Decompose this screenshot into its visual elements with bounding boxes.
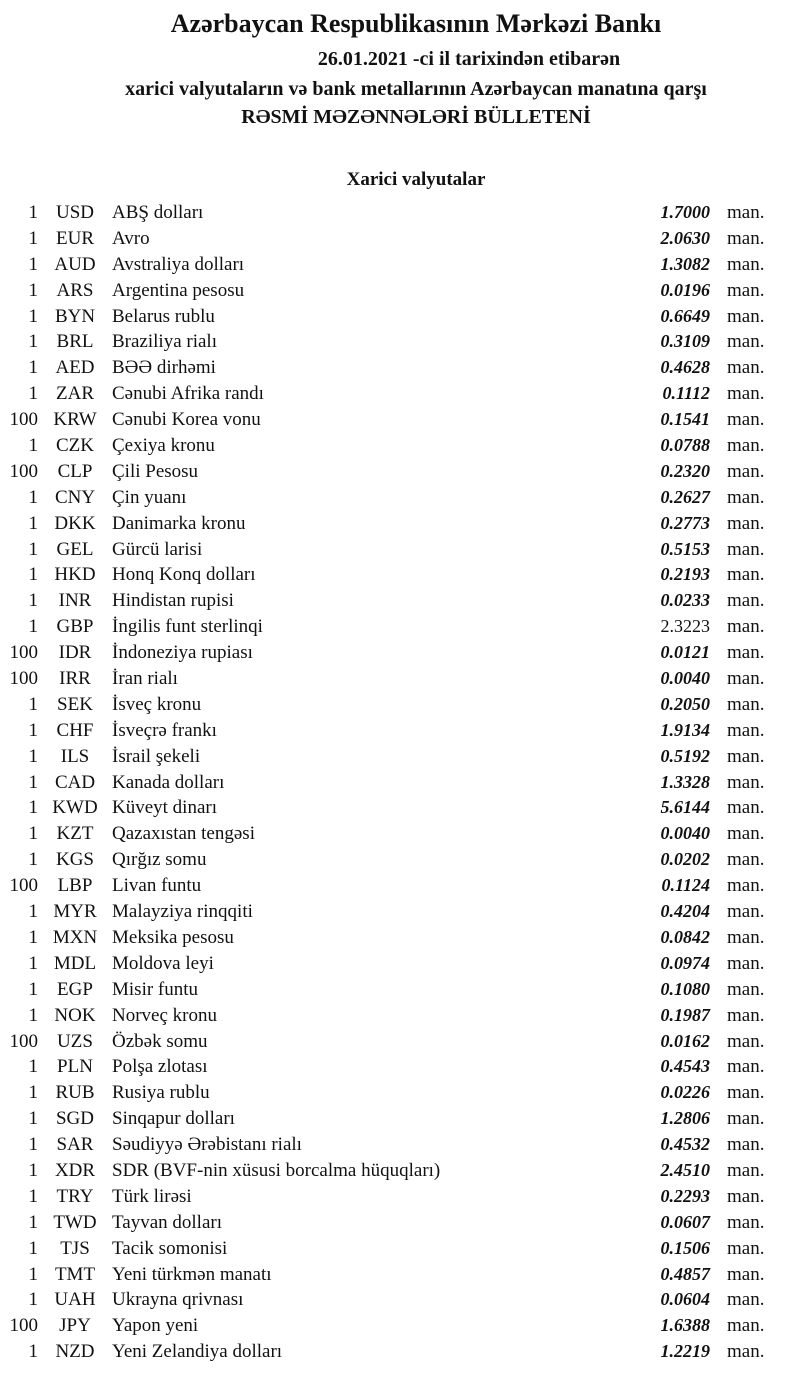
currency-name: Küveyt dinarı bbox=[112, 797, 218, 819]
currency-row bbox=[0, 1080, 800, 1106]
currency-code: BRL bbox=[56, 331, 94, 353]
currency-unit: man. bbox=[727, 331, 765, 353]
currency-rate: 0.1987 bbox=[660, 1004, 710, 1025]
currency-quantity: 1 bbox=[28, 1263, 38, 1285]
currency-row bbox=[0, 252, 800, 278]
currency-rate: 0.3109 bbox=[660, 331, 710, 352]
currency-quantity: 1 bbox=[28, 1004, 38, 1026]
currency-unit: man. bbox=[727, 1159, 765, 1181]
currency-rate: 0.5153 bbox=[660, 538, 710, 559]
currency-code: TJS bbox=[60, 1237, 90, 1259]
currency-rate: 0.4532 bbox=[660, 1134, 710, 1155]
currency-quantity: 1 bbox=[28, 1108, 38, 1130]
currency-quantity: 1 bbox=[28, 202, 38, 223]
currency-code: SAR bbox=[56, 1134, 94, 1156]
currency-row bbox=[0, 977, 800, 1003]
currency-quantity: 1 bbox=[28, 1341, 38, 1363]
currency-rate: 0.4857 bbox=[660, 1263, 710, 1284]
currency-name: Tacik somonisi bbox=[112, 1237, 228, 1259]
currency-rate: 2.3223 bbox=[660, 616, 710, 637]
currency-code: NZD bbox=[55, 1341, 95, 1363]
currency-name: Honq Konq dolları bbox=[112, 564, 256, 586]
bank-title: Azərbaycan Respublikasının Mərkəzi Bankı bbox=[170, 9, 662, 38]
currency-code: PLN bbox=[57, 1056, 93, 1078]
currency-row bbox=[0, 1339, 800, 1365]
currency-row bbox=[0, 770, 800, 796]
currency-row bbox=[0, 1054, 800, 1080]
currency-name: Moldova leyi bbox=[112, 952, 214, 974]
currency-rate: 0.0226 bbox=[660, 1082, 710, 1103]
currency-unit: man. bbox=[727, 1030, 765, 1052]
currency-unit: man. bbox=[727, 253, 765, 275]
currency-unit: man. bbox=[727, 1108, 765, 1130]
currency-row bbox=[0, 304, 800, 330]
currency-quantity: 100 bbox=[9, 1030, 38, 1052]
currency-name: Avstraliya dolları bbox=[112, 253, 245, 275]
currency-unit: man. bbox=[727, 357, 765, 379]
currency-code: UAH bbox=[54, 1289, 96, 1311]
currency-name: Argentina pesosu bbox=[112, 279, 245, 301]
currency-rate: 0.0196 bbox=[660, 279, 710, 300]
currency-name: Səudiyyə Ərəbistanı rialı bbox=[112, 1134, 302, 1156]
currency-rate: 1.9134 bbox=[660, 719, 710, 740]
currency-row bbox=[0, 666, 800, 692]
currency-name: Rusiya rublu bbox=[112, 1082, 210, 1104]
currency-name: Qazaxıstan tengəsi bbox=[112, 823, 255, 845]
currency-row bbox=[0, 485, 800, 511]
currency-quantity: 1 bbox=[28, 253, 38, 275]
currency-row bbox=[0, 1184, 800, 1210]
currency-row bbox=[0, 1236, 800, 1262]
currency-unit: man. bbox=[727, 745, 765, 767]
currency-unit: man. bbox=[727, 564, 765, 586]
currency-row bbox=[0, 278, 800, 304]
currency-unit: man. bbox=[727, 849, 765, 871]
bulletin-title: RƏSMİ MƏZƏNNƏLƏRİ BÜLLETENİ bbox=[241, 106, 591, 128]
currency-row bbox=[0, 951, 800, 977]
currency-code: BYN bbox=[54, 305, 96, 327]
currency-row bbox=[0, 1313, 800, 1339]
currency-quantity: 1 bbox=[28, 823, 38, 845]
currency-code: CAD bbox=[54, 771, 96, 793]
currency-row bbox=[0, 226, 800, 252]
currency-rate: 0.2320 bbox=[660, 460, 710, 481]
currency-unit: man. bbox=[727, 1289, 765, 1311]
currency-quantity: 1 bbox=[28, 719, 38, 741]
currency-unit: man. bbox=[727, 1004, 765, 1026]
currency-name: Malayziya rinqqiti bbox=[112, 901, 253, 923]
currency-rate: 0.0233 bbox=[660, 590, 710, 611]
currency-quantity: 100 bbox=[9, 875, 38, 897]
currency-code: SEK bbox=[57, 693, 93, 715]
currency-quantity: 1 bbox=[28, 279, 38, 301]
currency-rate: 0.2193 bbox=[660, 564, 710, 585]
currency-quantity: 1 bbox=[28, 952, 38, 974]
currency-unit: man. bbox=[727, 1315, 765, 1337]
currency-row bbox=[0, 925, 800, 951]
currency-rate: 1.7000 bbox=[660, 202, 710, 222]
currency-rate: 1.2219 bbox=[660, 1341, 710, 1362]
currency-unit: man. bbox=[727, 279, 765, 301]
currency-row bbox=[0, 381, 800, 407]
currency-name: Misir funtu bbox=[112, 978, 199, 1000]
currency-unit: man. bbox=[727, 1237, 765, 1259]
currency-code: KWD bbox=[52, 797, 98, 819]
currency-row bbox=[0, 744, 800, 770]
currency-row bbox=[0, 355, 800, 381]
currency-row bbox=[0, 1287, 800, 1313]
currency-name: Qırğız somu bbox=[112, 849, 207, 871]
currency-name: SDR (BVF-nin xüsusi borcalma hüquqları) bbox=[112, 1159, 441, 1181]
currency-row bbox=[0, 718, 800, 744]
document-header bbox=[16, 0, 800, 130]
currency-code: MYR bbox=[53, 901, 97, 923]
currency-code: TWD bbox=[53, 1211, 97, 1233]
currency-unit: man. bbox=[727, 668, 765, 690]
currency-code: IRR bbox=[59, 668, 91, 690]
currency-name: Braziliya rialı bbox=[112, 331, 217, 353]
section-title: Xarici valyutalar bbox=[346, 169, 486, 190]
currency-unit: man. bbox=[727, 1341, 765, 1363]
currency-quantity: 1 bbox=[28, 849, 38, 871]
currency-code: EGP bbox=[57, 978, 93, 1000]
currency-name: Belarus rublu bbox=[112, 305, 215, 327]
currency-row bbox=[0, 640, 800, 666]
currency-name: İndoneziya rupiası bbox=[112, 642, 253, 664]
currency-rate: 1.6388 bbox=[660, 1315, 710, 1336]
currency-quantity: 1 bbox=[28, 305, 38, 327]
currency-code: CNY bbox=[54, 486, 96, 508]
currency-quantity: 1 bbox=[28, 1082, 38, 1104]
currency-rate: 0.2627 bbox=[660, 486, 710, 507]
currency-code: RUB bbox=[55, 1082, 95, 1104]
currency-code: EUR bbox=[56, 227, 94, 249]
currency-name: Çili Pesosu bbox=[112, 460, 199, 482]
currency-code: CHF bbox=[56, 719, 94, 741]
currency-rate: 0.5192 bbox=[660, 745, 710, 766]
currency-quantity: 1 bbox=[28, 771, 38, 793]
currency-name: Yeni Zelandiya dolları bbox=[112, 1341, 283, 1363]
currency-row bbox=[0, 821, 800, 847]
currency-name: Norveç kronu bbox=[112, 1004, 217, 1026]
currency-name: Çin yuanı bbox=[112, 486, 187, 508]
currency-quantity: 1 bbox=[28, 693, 38, 715]
currency-rate: 0.4204 bbox=[660, 901, 710, 922]
currency-quantity: 1 bbox=[28, 1134, 38, 1156]
currency-rate: 0.0974 bbox=[660, 952, 710, 973]
currency-code: NOK bbox=[54, 1004, 96, 1026]
currency-name: Sinqapur dolları bbox=[112, 1108, 235, 1130]
currency-row bbox=[0, 692, 800, 718]
currency-name: Çexiya kronu bbox=[112, 435, 215, 457]
currency-code: AUD bbox=[54, 253, 96, 275]
currency-rate: 0.4543 bbox=[660, 1056, 710, 1077]
currency-row bbox=[0, 795, 800, 821]
currency-quantity: 1 bbox=[28, 1237, 38, 1259]
currency-name: Türk lirəsi bbox=[112, 1185, 192, 1207]
currency-row bbox=[0, 899, 800, 925]
currency-unit: man. bbox=[727, 1263, 765, 1285]
currency-rate: 2.4510 bbox=[660, 1159, 710, 1180]
currency-quantity: 100 bbox=[9, 642, 38, 664]
currency-row bbox=[0, 459, 800, 485]
currency-code: ARS bbox=[56, 279, 94, 301]
currency-unit: man. bbox=[727, 719, 765, 741]
currency-quantity: 100 bbox=[9, 409, 38, 431]
currency-quantity: 1 bbox=[28, 357, 38, 379]
currency-rate: 0.2050 bbox=[660, 693, 710, 714]
exchange-rates-table bbox=[0, 200, 800, 1365]
currency-unit: man. bbox=[727, 901, 765, 923]
currency-code: AED bbox=[55, 357, 95, 379]
subtitle-line: xarici valyutaların və bank metallarının Azərbaycan manatına qarşı bbox=[125, 78, 707, 100]
currency-unit: man. bbox=[727, 383, 765, 405]
effective-date-line: 26.01.2021 -ci il tarixindən etibarən bbox=[317, 48, 621, 70]
currency-quantity: 1 bbox=[28, 227, 38, 249]
currency-quantity: 1 bbox=[28, 1159, 38, 1181]
currency-rate: 0.0040 bbox=[660, 668, 710, 689]
currency-code: INR bbox=[58, 590, 92, 612]
currency-quantity: 1 bbox=[28, 978, 38, 1000]
currency-quantity: 1 bbox=[28, 538, 38, 560]
currency-code: CZK bbox=[56, 435, 94, 457]
currency-rate: 0.1541 bbox=[660, 409, 710, 430]
currency-name: Livan funtu bbox=[112, 875, 202, 897]
currency-unit: man. bbox=[727, 823, 765, 845]
currency-rate: 0.0842 bbox=[660, 926, 710, 947]
currency-rate: 0.0604 bbox=[660, 1289, 710, 1310]
currency-name: İsrail şekeli bbox=[112, 745, 201, 767]
currency-unit: man. bbox=[727, 1134, 765, 1156]
currency-code: TMT bbox=[54, 1263, 96, 1285]
currency-code: IDR bbox=[58, 642, 92, 664]
currency-code: SGD bbox=[55, 1108, 94, 1130]
currency-code: LBP bbox=[57, 875, 93, 897]
currency-rate: 0.0788 bbox=[660, 435, 710, 456]
currency-rate: 0.0162 bbox=[660, 1030, 710, 1051]
currency-rate: 0.6649 bbox=[660, 305, 710, 326]
currency-name: Gürcü larisi bbox=[112, 538, 203, 560]
currency-unit: man. bbox=[727, 952, 765, 974]
currency-name: Danimarka kronu bbox=[112, 512, 246, 534]
currency-row bbox=[0, 1262, 800, 1288]
currency-unit: man. bbox=[727, 460, 765, 482]
currency-name: Yeni türkmən manatı bbox=[112, 1263, 272, 1285]
currency-unit: man. bbox=[727, 875, 765, 897]
currency-rate: 0.0040 bbox=[660, 823, 710, 844]
currency-unit: man. bbox=[727, 227, 765, 249]
currency-unit: man. bbox=[727, 202, 765, 223]
currency-row bbox=[0, 200, 800, 226]
currency-unit: man. bbox=[727, 435, 765, 457]
currency-name: Ukrayna qrivnası bbox=[112, 1289, 244, 1311]
currency-row bbox=[0, 1158, 800, 1184]
currency-quantity: 100 bbox=[9, 460, 38, 482]
currency-quantity: 1 bbox=[28, 331, 38, 353]
currency-code: MXN bbox=[52, 926, 98, 948]
currency-code: KRW bbox=[53, 409, 97, 431]
currency-name: Yapon yeni bbox=[112, 1315, 199, 1337]
currency-code: GBP bbox=[56, 616, 94, 638]
currency-name: Cənubi Korea vonu bbox=[112, 409, 261, 431]
currency-row bbox=[0, 847, 800, 873]
currency-unit: man. bbox=[727, 797, 765, 819]
currency-name: İran rialı bbox=[112, 668, 178, 690]
currency-rate: 2.0630 bbox=[660, 227, 710, 248]
currency-quantity: 1 bbox=[28, 590, 38, 612]
currency-rate: 0.0121 bbox=[660, 642, 710, 663]
currency-rate: 0.1080 bbox=[660, 978, 710, 999]
currency-rate: 0.1112 bbox=[662, 383, 710, 404]
currency-code: HKD bbox=[54, 564, 96, 586]
currency-unit: man. bbox=[727, 771, 765, 793]
currency-rate: 0.2293 bbox=[660, 1185, 710, 1206]
currency-code: TRY bbox=[56, 1185, 94, 1207]
currency-quantity: 100 bbox=[9, 1315, 38, 1337]
currency-unit: man. bbox=[727, 693, 765, 715]
currency-unit: man. bbox=[727, 1082, 765, 1104]
currency-quantity: 1 bbox=[28, 512, 38, 534]
currency-quantity: 100 bbox=[9, 668, 38, 690]
currency-row bbox=[0, 407, 800, 433]
currency-code: XDR bbox=[54, 1159, 96, 1181]
currency-unit: man. bbox=[727, 978, 765, 1000]
currency-unit: man. bbox=[727, 1211, 765, 1233]
currency-row bbox=[0, 433, 800, 459]
currency-code: KZT bbox=[56, 823, 94, 845]
currency-quantity: 1 bbox=[28, 1056, 38, 1078]
currency-quantity: 1 bbox=[28, 745, 38, 767]
currency-rate: 1.2806 bbox=[660, 1108, 710, 1129]
currency-name: Tayvan dolları bbox=[112, 1211, 222, 1233]
currency-code: ZAR bbox=[56, 383, 94, 405]
currency-quantity: 1 bbox=[28, 926, 38, 948]
currency-unit: man. bbox=[727, 642, 765, 664]
currency-rate: 0.1506 bbox=[660, 1237, 710, 1258]
currency-name: İsveçrə frankı bbox=[112, 719, 217, 741]
currency-code: DKK bbox=[54, 512, 96, 534]
currency-row bbox=[0, 873, 800, 899]
currency-name: Avro bbox=[112, 227, 150, 249]
currency-rate: 1.3082 bbox=[660, 253, 710, 274]
currency-rate: 0.4628 bbox=[660, 357, 710, 378]
currency-name: Kanada dolları bbox=[112, 771, 225, 793]
currency-row bbox=[0, 614, 800, 640]
currency-row bbox=[0, 1210, 800, 1236]
currency-quantity: 1 bbox=[28, 1185, 38, 1207]
currency-unit: man. bbox=[727, 512, 765, 534]
currency-quantity: 1 bbox=[28, 564, 38, 586]
currency-row bbox=[0, 1003, 800, 1029]
currency-quantity: 1 bbox=[28, 486, 38, 508]
currency-quantity: 1 bbox=[28, 797, 38, 819]
currency-name: ABŞ dolları bbox=[112, 202, 204, 223]
currency-code: KGS bbox=[55, 849, 94, 871]
currency-name: İngilis funt sterlinqi bbox=[112, 616, 263, 638]
currency-unit: man. bbox=[727, 926, 765, 948]
currency-row bbox=[0, 1106, 800, 1132]
currency-name: Hindistan rupisi bbox=[112, 590, 234, 612]
currency-row bbox=[0, 1029, 800, 1055]
currency-unit: man. bbox=[727, 409, 765, 431]
currency-unit: man. bbox=[727, 1185, 765, 1207]
currency-code: USD bbox=[55, 202, 94, 223]
currency-unit: man. bbox=[727, 616, 765, 638]
currency-row bbox=[0, 329, 800, 355]
currency-name: BƏƏ dirhəmi bbox=[112, 357, 216, 379]
currency-quantity: 1 bbox=[28, 1211, 38, 1233]
currency-quantity: 1 bbox=[28, 435, 38, 457]
currency-row bbox=[0, 1132, 800, 1158]
currency-quantity: 1 bbox=[28, 1289, 38, 1311]
currency-rate: 0.1124 bbox=[661, 875, 710, 896]
currency-unit: man. bbox=[727, 486, 765, 508]
currency-name: İsveç kronu bbox=[112, 693, 202, 715]
currency-code: CLP bbox=[57, 460, 93, 482]
currency-code: ILS bbox=[60, 745, 90, 767]
currency-row bbox=[0, 511, 800, 537]
currency-name: Cənubi Afrika randı bbox=[112, 383, 264, 405]
currency-unit: man. bbox=[727, 1056, 765, 1078]
currency-row bbox=[0, 537, 800, 563]
currency-rate: 1.3328 bbox=[660, 771, 710, 792]
currency-code: MDL bbox=[53, 952, 97, 974]
currency-code: GEL bbox=[56, 538, 94, 560]
currency-rate: 0.2773 bbox=[660, 512, 710, 533]
currency-name: Özbək somu bbox=[112, 1030, 208, 1052]
currency-row bbox=[0, 588, 800, 614]
currency-quantity: 1 bbox=[28, 383, 38, 405]
currency-rate: 5.6144 bbox=[660, 797, 710, 818]
currency-unit: man. bbox=[727, 305, 765, 327]
currency-unit: man. bbox=[727, 590, 765, 612]
currency-quantity: 1 bbox=[28, 616, 38, 638]
currency-name: Polşa zlotası bbox=[112, 1056, 208, 1078]
currency-rate: 0.0202 bbox=[660, 849, 710, 870]
currency-row bbox=[0, 562, 800, 588]
currency-rate: 0.0607 bbox=[660, 1211, 710, 1232]
currency-code: UZS bbox=[57, 1030, 93, 1052]
currency-quantity: 1 bbox=[28, 901, 38, 923]
currency-name: Meksika pesosu bbox=[112, 926, 234, 948]
currency-code: JPY bbox=[59, 1315, 91, 1337]
currency-unit: man. bbox=[727, 538, 765, 560]
